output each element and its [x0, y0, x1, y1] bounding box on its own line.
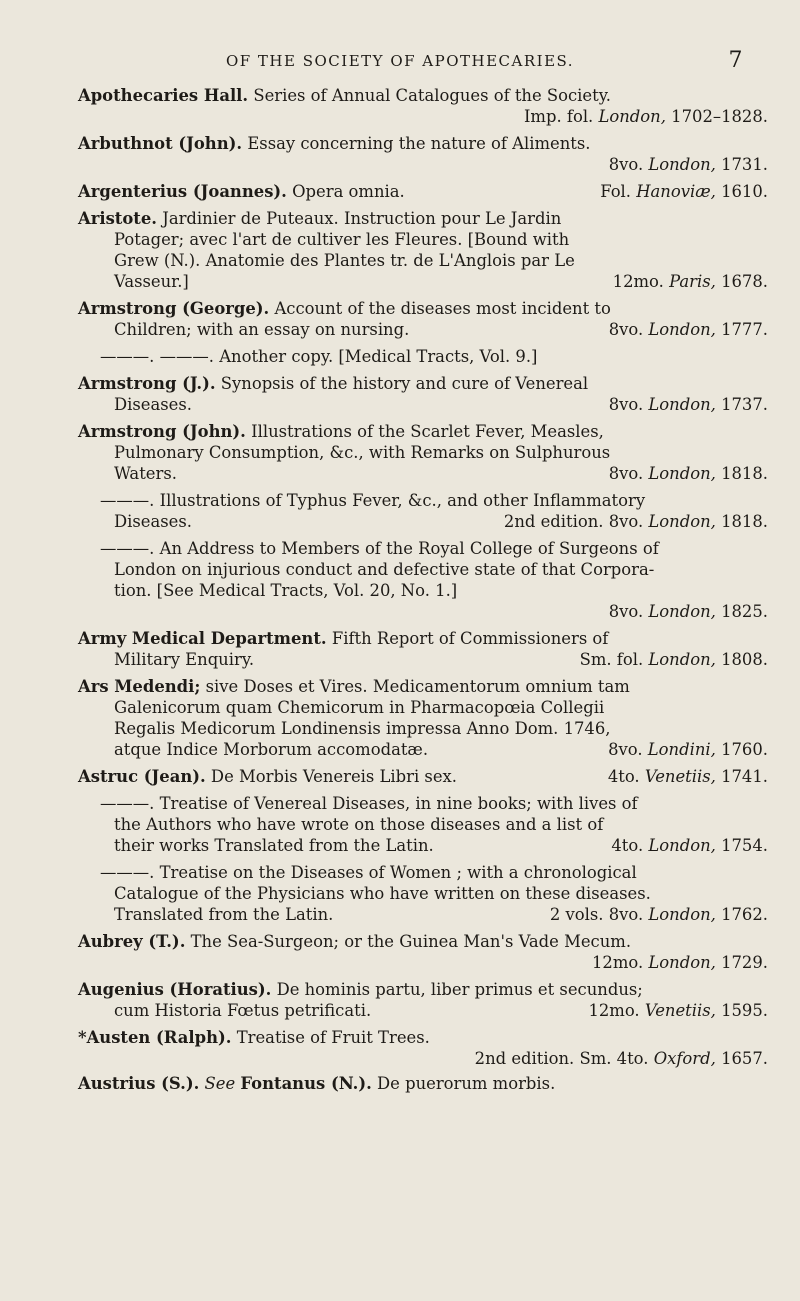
- entry-name: Armstrong (George).: [78, 299, 270, 318]
- entry-text: Account of the diseases most incident to: [274, 299, 611, 318]
- catalogue-entry: [78, 766, 768, 787]
- entry-year: 1777.: [721, 320, 768, 339]
- catalogue-entry: [78, 931, 768, 973]
- entry-name: *Austen (Ralph).: [78, 1028, 232, 1047]
- entry-text: Vasseur.]: [114, 272, 189, 291]
- entry-text: An Address to Members of the Royal College of Surgeons of: [159, 539, 659, 558]
- catalogue-entry: [78, 676, 768, 760]
- entry-text: Series of Annual Catalogues of the Society.: [253, 86, 611, 105]
- entry-text: Fifth Report of Commissioners of: [331, 629, 609, 648]
- catalogue-entry: [78, 85, 768, 127]
- catalogue-entry: [78, 133, 768, 175]
- catalogue-entry: [78, 208, 768, 292]
- entry-name: Austrius (S.).: [78, 1074, 200, 1093]
- entry-year: 1741.: [721, 767, 768, 786]
- entry-text: De Morbis Venereis Libri sex.: [210, 767, 457, 786]
- entry-place: London,: [648, 953, 716, 972]
- entry-text: Waters.: [114, 464, 177, 483]
- entry-text: Military Enquiry.: [114, 650, 255, 669]
- entry-dashes: ———.: [100, 863, 155, 882]
- catalogue-entry: [78, 793, 768, 856]
- entry-text: Jardinier de Puteaux. Instruction pour Le Jardin: [162, 209, 562, 228]
- entry-text: Synopsis of the history and cure of Venereal: [220, 374, 589, 393]
- entry-imprint: 2 vols. 8vo.: [549, 905, 644, 924]
- catalogue-entry: [78, 181, 768, 202]
- entry-place: London,: [648, 602, 716, 621]
- entry-place: London,: [648, 836, 716, 855]
- entry-dashes: ———.: [100, 491, 155, 510]
- entry-place: London,: [648, 155, 716, 174]
- entry-name: Apothecaries Hall.: [78, 86, 249, 105]
- entry-name: Augenius (Horatius).: [78, 980, 272, 999]
- entry-year: 1760.: [721, 740, 768, 759]
- entry-text: Treatise of Fruit Trees.: [236, 1028, 430, 1047]
- entry-place: London,: [648, 464, 716, 483]
- entry-imprint: 4to.: [607, 767, 640, 786]
- entry-text: Pulmonary Consumption, &c., with Remarks on Sulphurous: [114, 443, 611, 462]
- entry-cross-reference: Fontanus (N.).: [240, 1074, 372, 1093]
- entry-text: the Authors who have wrote on those diseases and a list of: [114, 815, 604, 834]
- entry-place: London,: [648, 512, 716, 531]
- entry-imprint: 4to.: [611, 836, 644, 855]
- entry-imprint: Sm. fol.: [579, 650, 644, 669]
- entry-text: atque Indice Morborum accomodatæ.: [114, 740, 429, 759]
- entry-name: Aristote.: [78, 209, 158, 228]
- entry-place: Venetiis,: [644, 1001, 716, 1020]
- entry-text: Another copy. [Medical Tracts, Vol. 9.]: [219, 347, 538, 366]
- entry-imprint: 8vo.: [608, 602, 644, 621]
- entry-text: Illustrations of Typhus Fever, &c., and other Inflammatory: [159, 491, 646, 510]
- catalogue-entry: [78, 490, 768, 532]
- entry-text: Illustrations of the Scarlet Fever, Measles,: [251, 422, 604, 441]
- entry-place: Oxford,: [653, 1049, 716, 1068]
- entry-text: The Sea-Surgeon; or the Guinea Man's Vade Mecum.: [190, 932, 632, 951]
- entry-text: Catalogue of the Physicians who have written on these diseases.: [114, 884, 651, 903]
- entry-name: Arbuthnot (John).: [78, 134, 243, 153]
- entry-imprint: 12mo.: [588, 1001, 640, 1020]
- entry-text: Diseases.: [114, 395, 192, 414]
- entry-imprint: 8vo.: [608, 740, 643, 759]
- entry-text: Grew (N.). Anatomie des Plantes tr. de L'Anglois par Le: [114, 251, 575, 270]
- entry-place: Hanoviæ,: [636, 182, 716, 201]
- entry-imprint: 8vo.: [608, 320, 644, 339]
- page-number: 7: [728, 48, 744, 73]
- entry-year: 1762.: [721, 905, 768, 924]
- entry-text: Opera omnia.: [292, 182, 405, 201]
- entry-place: Venetiis,: [644, 767, 716, 786]
- entry-imprint: Fol.: [600, 182, 632, 201]
- entry-year: 1595.: [721, 1001, 768, 1020]
- catalogue-entry: [78, 1027, 768, 1069]
- entry-text: De hominis partu, liber primus et secundus;: [276, 980, 643, 999]
- entry-text: Potager; avec l'art de cultiver les Fleures. [Bound with: [114, 230, 570, 249]
- entry-imprint: 2nd edition. Sm. 4to.: [474, 1049, 649, 1068]
- entry-place: London,: [648, 650, 716, 669]
- entry-year: 1737.: [721, 395, 768, 414]
- entry-text: sive Doses et Vires. Medicamentorum omnium tam: [205, 677, 630, 696]
- catalogue-entry: [78, 373, 768, 415]
- entry-year: 1808.: [721, 650, 768, 669]
- entry-year: 1610.: [721, 182, 768, 201]
- catalogue-entry: [78, 628, 768, 670]
- entry-dashes: ———. ———.: [100, 347, 214, 366]
- entry-imprint: 8vo.: [608, 464, 644, 483]
- entry-text: De puerorum morbis.: [377, 1074, 556, 1093]
- catalogue-entry: [78, 979, 768, 1021]
- entry-name: Armstrong (J.).: [78, 374, 216, 393]
- entry-text: Galenicorum quam Chemicorum in Pharmacopœia Collegii: [114, 698, 605, 717]
- page-header: [0, 48, 800, 72]
- entry-year: 1754.: [721, 836, 768, 855]
- entry-imprint: 12mo.: [591, 953, 644, 972]
- entry-place: London,: [648, 395, 716, 414]
- catalogue-entry: [78, 298, 768, 340]
- entry-year: 1702–1828.: [671, 107, 768, 126]
- entry-year: 1729.: [721, 953, 768, 972]
- entry-year: 1818.: [721, 464, 768, 483]
- entry-year: 1731.: [721, 155, 768, 174]
- entry-imprint: 2nd edition. 8vo.: [503, 512, 644, 531]
- entry-text: Treatise on the Diseases of Women ; with a chronological: [159, 863, 637, 882]
- entry-name: Argenterius (Joannes).: [78, 182, 287, 201]
- entry-imprint: 12mo.: [612, 272, 664, 291]
- entry-text: Regalis Medicorum Londinensis impressa Anno Dom. 1746,: [114, 719, 611, 738]
- catalogue-entries: [78, 85, 768, 1100]
- entry-place: London,: [648, 905, 716, 924]
- entry-imprint: 8vo.: [608, 155, 644, 174]
- entry-imprint: 8vo.: [608, 395, 644, 414]
- entry-name: Ars Medendi;: [78, 677, 201, 696]
- entry-name: Aubrey (T.).: [78, 932, 186, 951]
- entry-place: London,: [598, 107, 666, 126]
- entry-year: 1657.: [721, 1049, 768, 1068]
- entry-text: Children; with an essay on nursing.: [114, 320, 410, 339]
- entry-text: London on injurious conduct and defective state of that Corpora-: [114, 560, 655, 579]
- entry-see: See: [204, 1074, 236, 1093]
- entry-text: their works Translated from the Latin.: [114, 836, 434, 855]
- entry-text: Translated from the Latin.: [114, 905, 334, 924]
- catalogue-entry: [78, 421, 768, 484]
- entry-text: Treatise of Venereal Diseases, in nine books; with lives of: [159, 794, 638, 813]
- entry-name: Armstrong (John).: [78, 422, 246, 441]
- entry-name: Army Medical Department.: [78, 629, 327, 648]
- catalogue-entry: [78, 538, 768, 622]
- entry-place: Londini,: [647, 740, 716, 759]
- catalogue-entry: [78, 346, 768, 367]
- entry-place: London,: [648, 320, 716, 339]
- catalogue-entry: [78, 862, 768, 925]
- entry-dashes: ———.: [100, 794, 155, 813]
- entry-text: Essay concerning the nature of Aliments.: [247, 134, 591, 153]
- entry-dashes: ———.: [100, 539, 155, 558]
- entry-text: Diseases.: [114, 512, 192, 531]
- entry-year: 1825.: [721, 602, 768, 621]
- entry-place: Paris,: [669, 272, 716, 291]
- entry-name: Astruc (Jean).: [78, 767, 206, 786]
- entry-year: 1678.: [721, 272, 768, 291]
- entry-year: 1818.: [721, 512, 768, 531]
- entry-imprint: Imp. fol.: [523, 107, 594, 126]
- catalogue-entry: [78, 1073, 768, 1094]
- running-title: OF THE SOCIETY OF APOTHECARIES.: [225, 52, 575, 70]
- entry-text: cum Historia Fœtus petrificati.: [114, 1001, 372, 1020]
- entry-text: tion. [See Medical Tracts, Vol. 20, No. 1.]: [114, 581, 458, 600]
